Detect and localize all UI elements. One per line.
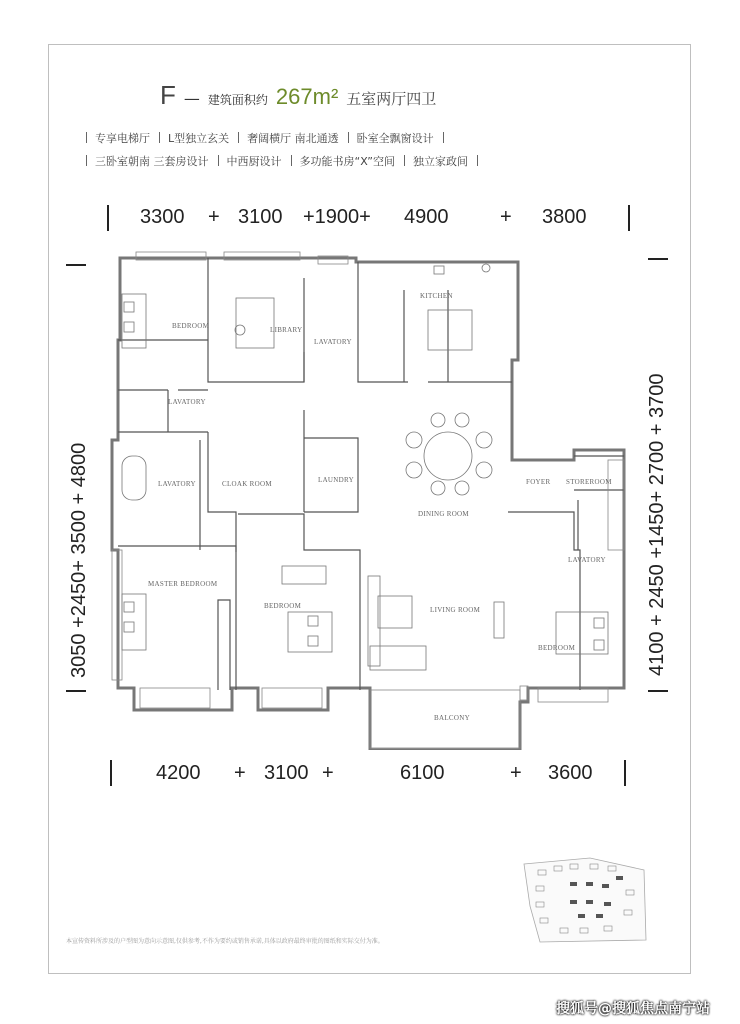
feature-end-bar xyxy=(443,132,444,143)
dimension-tick xyxy=(66,264,86,266)
dimension-tick xyxy=(107,205,109,231)
room-label: BEDROOM xyxy=(264,602,302,610)
area-label: 建筑面积约 xyxy=(207,93,268,107)
room-label: BEDROOM xyxy=(538,644,576,652)
dim-top-3: +1900+ xyxy=(303,206,371,228)
dim-top-plus: + xyxy=(500,206,512,228)
feature-row-2 xyxy=(86,153,478,169)
feature-item: L型独立玄关 xyxy=(159,130,238,146)
title-dash: — xyxy=(183,89,200,108)
room-label: LAVATORY xyxy=(158,480,196,488)
dimension-tick xyxy=(648,258,668,260)
dim-bottom-4: 3600 xyxy=(548,762,593,784)
feature-end-bar xyxy=(477,155,478,166)
room-label: LAVATORY xyxy=(568,556,606,564)
room-label: LAVATORY xyxy=(168,398,206,406)
feature-item: 卧室全飘窗设计 xyxy=(348,130,443,146)
room-label: LIVING ROOM xyxy=(430,606,481,614)
dim-top-2: 3100 xyxy=(238,206,283,228)
room-label: LAUNDRY xyxy=(318,476,354,484)
dim-bottom-plus: + xyxy=(510,762,522,784)
room-label: BEDROOM xyxy=(172,322,210,330)
feature-item: 三卧室朝南 三套房设计 xyxy=(86,153,218,169)
dim-left: 3050 +2450+ 3500 + 4800 xyxy=(68,442,90,678)
feature-item: 独立家政间 xyxy=(404,153,477,169)
dimension-tick xyxy=(66,690,86,692)
dim-bottom-3: 6100 xyxy=(400,762,445,784)
room-label: STOREROOM xyxy=(566,478,612,486)
dim-top-4: 4900 xyxy=(404,206,449,228)
room-label: DINING ROOM xyxy=(418,510,469,518)
dimension-tick xyxy=(110,760,112,786)
dim-bottom-2: 3100 xyxy=(264,762,309,784)
dim-bottom-plus: + xyxy=(234,762,246,784)
floor-plan-drawing xyxy=(108,250,628,750)
disclaimer-note: 本宣传资料所涉及的户型图为意向示意图,仅供参考,不作为要约或销售承诺,具体以政府最终审批的图纸和实际交付为准。 xyxy=(66,938,384,945)
plan-title xyxy=(160,80,436,111)
room-label: MASTER BEDROOM xyxy=(148,580,218,588)
feature-row-1 xyxy=(86,130,444,146)
dim-bottom-plus: + xyxy=(322,762,334,784)
unit-letter: F xyxy=(160,80,176,110)
site-map-thumbnail xyxy=(520,856,648,944)
room-count: 五室两厅四卫 xyxy=(346,90,437,108)
dimension-tick xyxy=(624,760,626,786)
feature-item: 中西厨设计 xyxy=(218,153,291,169)
room-label: KITCHEN xyxy=(420,292,453,300)
room-label: CLOAK ROOM xyxy=(222,480,272,488)
dimension-tick xyxy=(648,690,668,692)
feature-item: 奢阔横厅 南北通透 xyxy=(238,130,348,146)
room-label: LIBRARY xyxy=(270,326,303,334)
dim-right: 4100 + 2450 +1450+ 2700 + 3700 xyxy=(646,373,668,676)
room-label: LAVATORY xyxy=(314,338,352,346)
dim-top-1: 3300 xyxy=(140,206,185,228)
feature-item: 专享电梯厅 xyxy=(86,130,159,146)
area-value: 267m² xyxy=(275,84,339,109)
room-label: BALCONY xyxy=(434,714,470,722)
watermark: 搜狐号@搜狐焦点南宁站 xyxy=(556,1001,710,1017)
feature-item: 多功能书房“X”空间 xyxy=(291,153,405,169)
dimension-tick xyxy=(628,205,630,231)
room-label: FOYER xyxy=(526,478,551,486)
dim-top-plus: + xyxy=(208,206,220,228)
dim-top-5: 3800 xyxy=(542,206,587,228)
dim-bottom-1: 4200 xyxy=(156,762,201,784)
